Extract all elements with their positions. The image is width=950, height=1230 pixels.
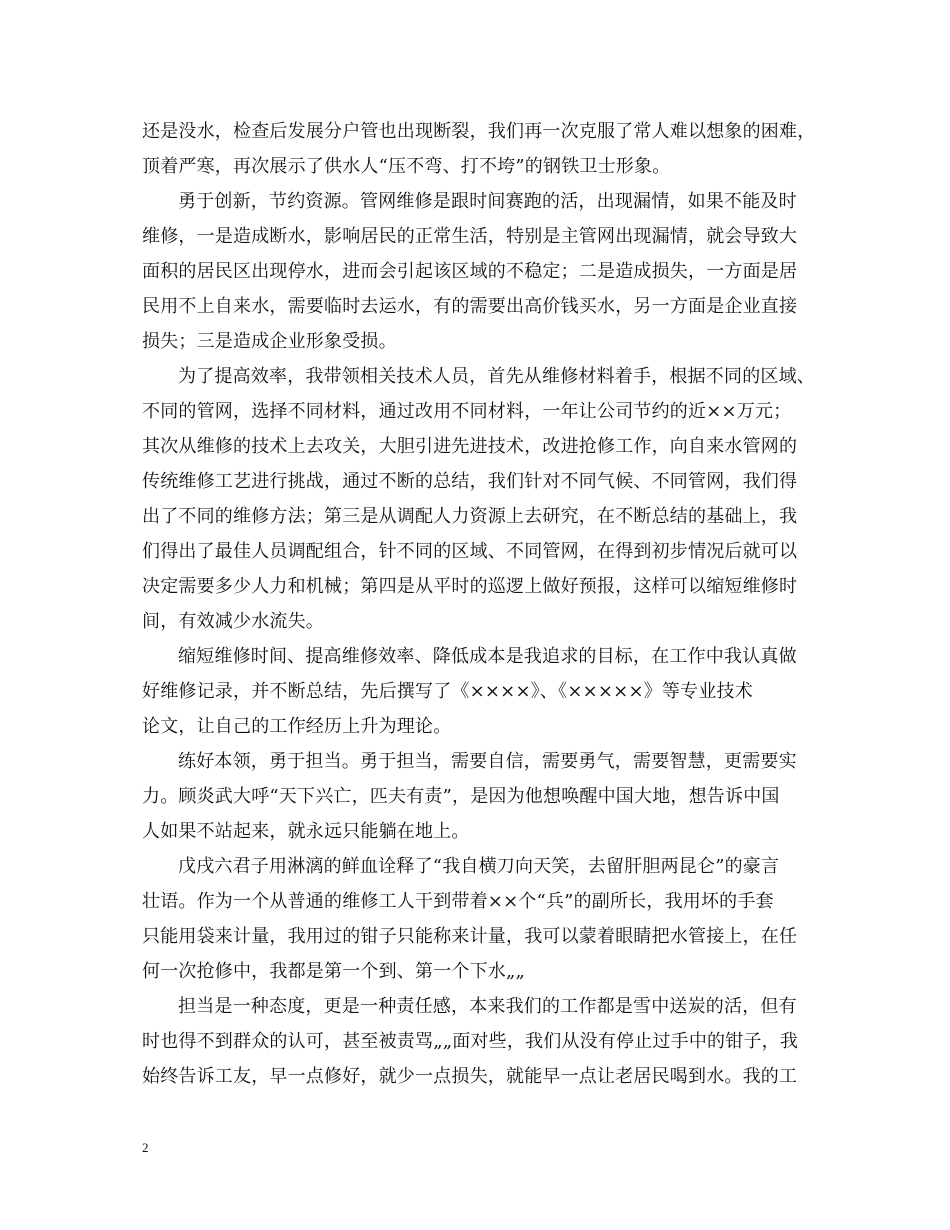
text-line: 壮语。作为一个从普通的维修工人干到带着××个“兵”的副所长，我用坏的手套 xyxy=(142,891,774,912)
page-number: 2 xyxy=(142,1140,149,1155)
text-line: 间，有效减少水流失。 xyxy=(142,611,324,632)
text-line: 论文，让自己的工作经历上升为理论。 xyxy=(142,716,452,737)
text-line: 传统维修工艺进行挑战，通过不断的总结，我们针对不同气候、不同管网，我们得 xyxy=(142,471,798,492)
text-line: 担当是一种态度，更是一种责任感，本来我们的工作都是雪中送炭的活，但有 xyxy=(178,996,797,1017)
text-line: 练好本领，勇于担当。勇于担当，需要自信，需要勇气，需要智慧，更需要实 xyxy=(178,751,797,772)
text-line: 维修，一是造成断水，影响居民的正常生活，特别是主管网出现漏情，就会导致大 xyxy=(142,226,798,247)
text-line: 们得出了最佳人员调配组合，针不同的区域、不同管网，在得到初步情况后就可以 xyxy=(142,541,798,562)
text-line: 其次从维修的技术上去攻关，大胆引进先进技术，改进抢修工作，向自来水管网的 xyxy=(142,436,798,457)
text-line: 戊戌六君子用淋漓的鲜血诠释了“我自横刀向天笑，去留肝胆两昆仑”的豪言 xyxy=(178,856,780,877)
text-line: 何一次抢修中，我都是第一个到、第一个下水„„ xyxy=(142,961,526,982)
text-line: 只能用袋来计量，我用过的钳子只能称来计量，我可以蒙着眼睛把水管接上，在任 xyxy=(142,926,798,947)
text-line: 缩短维修时间、提高维修效率、降低成本是我追求的目标，在工作中我认真做 xyxy=(178,646,797,667)
text-line: 勇于创新，节约资源。管网维修是跟时间赛跑的活，出现漏情，如果不能及时 xyxy=(178,191,797,212)
text-line: 面积的居民区出现停水，进而会引起该区域的不稳定；二是造成损失，一方面是居 xyxy=(142,261,798,282)
text-line: 出了不同的维修方法；第三是从调配人力资源上去研究，在不断总结的基础上，我 xyxy=(142,506,798,527)
text-line: 为了提高效率，我带领相关技术人员，首先从维修材料着手，根据不同的区域、 xyxy=(178,366,815,387)
text-line: 不同的管网，选择不同材料，通过改用不同材料，一年让公司节约的近××万元； xyxy=(142,401,792,422)
text-line: 顶着严寒，再次展示了供水人“压不弯、打不垮”的钢铁卫士形象。 xyxy=(142,156,671,177)
text-line: 时也得不到群众的认可，甚至被责骂„„面对些，我们从没有停止过手中的钳子，我 xyxy=(142,1031,799,1052)
text-line: 民用不上自来水，需要临时去运水，有的需要出高价钱买水，另一方面是企业直接 xyxy=(142,296,798,317)
text-line: 力。顾炎武大呼“天下兴亡，匹夫有责”，是因为他想唤醒中国大地，想告诉中国 xyxy=(142,786,780,807)
text-line: 决定需要多少人力和机械；第四是从平时的巡逻上做好预报，这样可以缩短维修时 xyxy=(142,576,798,597)
text-line: 还是没水，检查后发展分户管也出现断裂，我们再一次克服了常人难以想象的困难， xyxy=(142,121,816,142)
text-line: 好维修记录，并不断总结，先后撰写了《××××》、《×××××》等专业技术 xyxy=(142,681,753,702)
text-line: 始终告诉工友，早一点修好，就少一点损失，就能早一点让老居民喝到水。我的工 xyxy=(142,1066,798,1087)
text-line: 人如果不站起来，就永远只能躺在地上。 xyxy=(142,821,470,842)
text-line: 损失；三是造成企业形象受损。 xyxy=(142,331,397,352)
